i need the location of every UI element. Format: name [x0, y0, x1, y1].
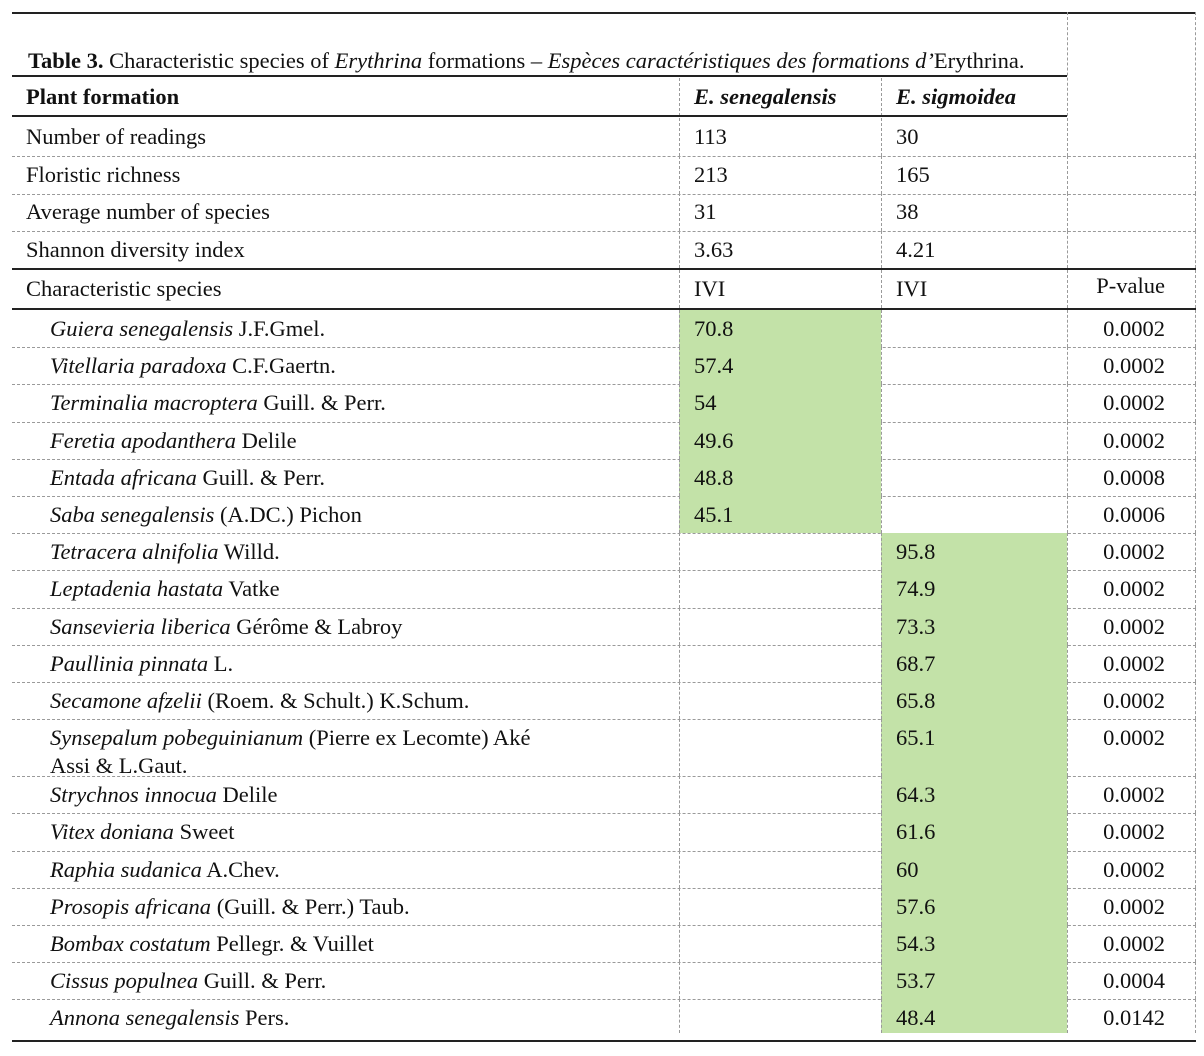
ivi-sigmoidea: [881, 310, 1067, 347]
species-author: (A.DC.) Pichon: [214, 502, 362, 527]
ivi-senegalensis: 54: [679, 384, 881, 421]
species-name-cell: [12, 999, 679, 1033]
species-name: Guiera senegalensis: [50, 316, 234, 341]
ivi-senegalensis: [679, 570, 881, 607]
ivi-senegalensis: [679, 999, 881, 1033]
species-name-cell: [12, 310, 679, 347]
species-name-cell: [12, 608, 679, 645]
p-value: 0.0002: [1067, 719, 1196, 776]
summary-row: [12, 156, 1196, 194]
p-value: 0.0002: [1067, 813, 1196, 850]
species-name-cell: [12, 682, 679, 719]
header-row: [12, 78, 1196, 116]
ivi-sigmoidea: 68.7: [881, 645, 1067, 682]
ivi-senegalensis: [679, 888, 881, 925]
summary-empty: [1067, 231, 1196, 268]
species-author: Willd.: [218, 539, 280, 565]
species-name: Strychnos innocua: [50, 782, 217, 808]
species-row: [12, 570, 1196, 607]
species-header-label: Characteristic species: [26, 276, 222, 301]
ivi-sigmoidea: 74.9: [881, 570, 1067, 607]
ivi-sigmoidea: [881, 384, 1067, 421]
species-author: Gérôme & Labroy: [230, 613, 403, 639]
species-name: Raphia sudanica: [50, 856, 202, 882]
caption-rule: [12, 75, 1067, 77]
ivi-senegalensis: [679, 813, 881, 850]
species-name-cell: [12, 496, 679, 533]
ivi-senegalensis: 45.1: [679, 496, 881, 533]
species-author: C.F.Gaertn.: [226, 353, 336, 379]
p-value: 0.0002: [1067, 422, 1196, 459]
summary-row: [12, 193, 1196, 231]
caption-text-fr: Espèces caractéristiques des formations d’: [547, 48, 934, 73]
p-value: 0.0002: [1067, 645, 1196, 682]
ivi-senegalensis: 48.8: [679, 459, 881, 496]
species-row: [12, 999, 1196, 1033]
species-name-cell: [12, 422, 679, 459]
species-header-row: [12, 270, 1196, 308]
p-value: 0.0002: [1067, 682, 1196, 719]
summary-senegalensis: 113: [679, 118, 881, 156]
ivi-sigmoidea: 65.8: [881, 682, 1067, 719]
ivi-sigmoidea: 60: [881, 851, 1067, 888]
species-author: Delile: [216, 782, 278, 808]
species-author: Pellegr. & Vuillet: [210, 931, 374, 956]
species-author: (Pierre ex Lecomte) Aké: [303, 725, 531, 751]
species-author: L.: [208, 650, 234, 676]
p-value: 0.0002: [1067, 384, 1196, 421]
species-author: J.F.Gmel.: [233, 316, 326, 341]
species-row: [12, 776, 1196, 813]
p-value: 0.0002: [1067, 888, 1196, 925]
species-author: Guill. & Perr.: [196, 464, 325, 490]
p-value: 0.0002: [1067, 925, 1196, 962]
ivi-senegalensis: [679, 925, 881, 962]
header-rule: [12, 115, 1067, 117]
species-name-cell: [12, 533, 679, 570]
species-name: Annona senegalensis: [50, 1005, 240, 1031]
ivi-sigmoidea: 73.3: [881, 608, 1067, 645]
caption-text-en-b: formations –: [422, 48, 548, 73]
header-empty: [1067, 12, 1196, 116]
header-plant-formation: Plant formation: [26, 84, 180, 109]
ivi-sigmoidea: 65.1: [881, 719, 1067, 776]
ivi-senegalensis: [679, 645, 881, 682]
species-name-cell: [12, 719, 679, 779]
species-row: [12, 719, 1196, 779]
summary-senegalensis: 31: [679, 193, 881, 231]
ivi-sigmoidea: 95.8: [881, 533, 1067, 570]
species-row: [12, 888, 1196, 925]
species-row: [12, 682, 1196, 719]
species-name-cell: [12, 813, 679, 850]
species-row: [12, 925, 1196, 962]
p-value: 0.0008: [1067, 459, 1196, 496]
species-name-cell: [12, 645, 679, 682]
p-value: 0.0142: [1067, 999, 1196, 1033]
ivi-senegalensis: [679, 962, 881, 999]
ivi-sigmoidea: 54.3: [881, 925, 1067, 962]
summary-row: [12, 231, 1196, 268]
species-author: Sweet: [173, 819, 235, 845]
caption-genus-fr: Erythrina.: [933, 48, 1025, 73]
ivi-sigmoidea: 53.7: [881, 962, 1067, 999]
species-author: Vatke: [223, 576, 280, 602]
ivi-senegalensis: [679, 776, 881, 813]
species-author: (Roem. & Schult.) K.Schum.: [201, 688, 470, 713]
ivi-sigmoidea: 61.6: [881, 813, 1067, 850]
species-author: Guill. & Perr.: [198, 968, 327, 994]
p-value: 0.0002: [1067, 851, 1196, 888]
bottom-rule: [12, 1040, 1196, 1042]
ivi-sigmoidea: 48.4: [881, 999, 1067, 1033]
summary-label: Floristic richness: [26, 162, 181, 187]
species-name: Vitex doniana: [50, 819, 174, 845]
species-header-pvalue: P-value: [1067, 270, 1196, 308]
species-row: [12, 459, 1196, 496]
p-value: 0.0002: [1067, 310, 1196, 347]
species-name-cell: [12, 776, 679, 813]
species-row: [12, 384, 1196, 421]
summary-sigmoidea: 30: [881, 118, 1067, 156]
ivi-senegalensis: [679, 851, 881, 888]
caption-genus-en: Erythrina: [334, 48, 423, 73]
species-name: Synsepalum pobeguinianum: [50, 725, 304, 751]
species-row: [12, 608, 1196, 645]
caption-label: Table 3.: [28, 48, 104, 73]
species-name: Terminalia macroptera: [50, 390, 258, 416]
ivi-senegalensis: [679, 719, 881, 776]
species-row: [12, 962, 1196, 999]
ivi-sigmoidea: [881, 459, 1067, 496]
summary-label: Number of readings: [26, 124, 206, 149]
summary-empty: [1067, 193, 1196, 231]
species-row: [12, 813, 1196, 850]
summary-label: Shannon diversity index: [26, 237, 245, 262]
species-name-cell: [12, 962, 679, 999]
species-name: Secamone afzelii: [50, 688, 202, 713]
species-name: Tetracera alnifolia: [50, 539, 219, 565]
species-row: [12, 533, 1196, 570]
top-rule: [12, 12, 1196, 14]
summary-label: Average number of species: [26, 199, 270, 224]
species-name: Entada africana: [50, 464, 197, 490]
ivi-sigmoidea: [881, 496, 1067, 533]
p-value: 0.0002: [1067, 776, 1196, 813]
species-row: [12, 645, 1196, 682]
species-name: Bombax costatum: [50, 931, 211, 956]
species-name-cell: [12, 925, 679, 962]
species-name-cell: [12, 888, 679, 925]
species-name-cell: [12, 851, 679, 888]
species-author: A.Chev.: [201, 856, 280, 882]
ivi-sigmoidea: 57.6: [881, 888, 1067, 925]
ivi-senegalensis: [679, 533, 881, 570]
species-name-cell: [12, 459, 679, 496]
species-name-cell: [12, 384, 679, 421]
ivi-senegalensis: [679, 682, 881, 719]
species-name: Saba senegalensis: [50, 502, 215, 527]
summary-senegalensis: 213: [679, 156, 881, 194]
species-author: (Guill. & Perr.) Taub.: [211, 893, 410, 919]
species-name: Sansevieria liberica: [50, 613, 231, 639]
species-name: Paullinia pinnata: [50, 650, 209, 676]
species-header-ivi-1: IVI: [679, 270, 881, 308]
header-e-senegalensis: E. senegalensis: [679, 78, 881, 116]
p-value: 0.0002: [1067, 570, 1196, 607]
species-header-ivi-2: IVI: [881, 270, 1067, 308]
summary-senegalensis: 3.63: [679, 231, 881, 268]
caption-text-en-a: Characteristic species of: [103, 48, 335, 73]
species-row: [12, 496, 1196, 533]
ivi-senegalensis: [679, 608, 881, 645]
species-row: [12, 347, 1196, 384]
species-author: Pers.: [239, 1005, 290, 1031]
ivi-sigmoidea: 64.3: [881, 776, 1067, 813]
species-row: [12, 851, 1196, 888]
ivi-senegalensis: 49.6: [679, 422, 881, 459]
species-author: Guill. & Perr.: [257, 390, 386, 416]
p-value: 0.0004: [1067, 962, 1196, 999]
table-frame: [12, 12, 1196, 1042]
species-author-cont: Assi & L.Gaut.: [50, 753, 188, 779]
p-value: 0.0002: [1067, 533, 1196, 570]
table-caption: [28, 48, 1025, 74]
species-name: Vitellaria paradoxa: [50, 353, 227, 379]
header-e-sigmoidea: E. sigmoidea: [881, 78, 1067, 116]
ivi-sigmoidea: [881, 347, 1067, 384]
summary-sigmoidea: 165: [881, 156, 1067, 194]
summary-empty: [1067, 156, 1196, 194]
p-value: 0.0006: [1067, 496, 1196, 533]
species-name: Cissus populnea: [50, 968, 199, 994]
summary-row: [12, 118, 1196, 156]
summary-sigmoidea: 4.21: [881, 231, 1067, 268]
species-row: [12, 422, 1196, 459]
species-name: Leptadenia hastata: [50, 576, 224, 602]
species-name-cell: [12, 570, 679, 607]
ivi-sigmoidea: [881, 422, 1067, 459]
ivi-senegalensis: 70.8: [679, 310, 881, 347]
species-name-cell: [12, 347, 679, 384]
species-name: Prosopis africana: [50, 893, 212, 919]
p-value: 0.0002: [1067, 347, 1196, 384]
summary-sigmoidea: 38: [881, 193, 1067, 231]
ivi-senegalensis: 57.4: [679, 347, 881, 384]
summary-empty: [1067, 118, 1196, 156]
species-name: Feretia apodanthera: [50, 427, 237, 453]
species-author: Delile: [236, 427, 297, 453]
p-value: 0.0002: [1067, 608, 1196, 645]
species-row: [12, 310, 1196, 347]
